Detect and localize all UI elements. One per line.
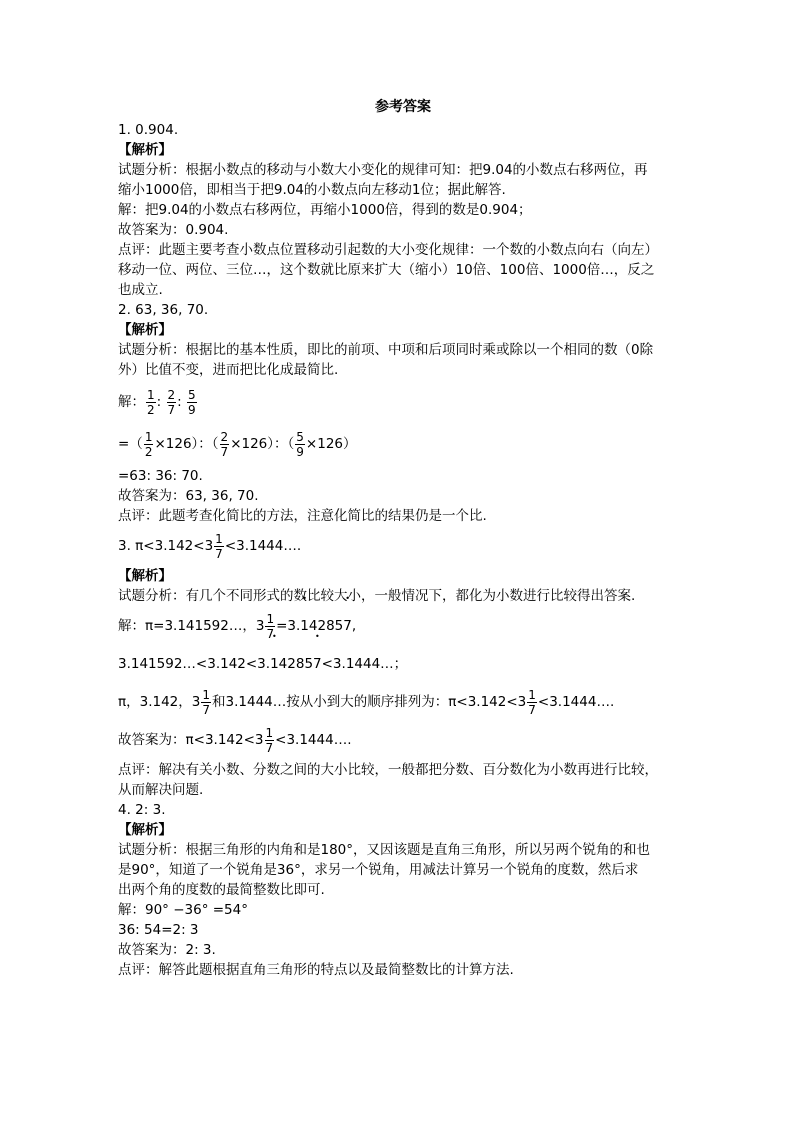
fraction: $\frac{1}{7}$ [528, 687, 536, 717]
q2-solution-line: 解： $\frac{1}{2}$ : $\frac{2}{7}$ : $\frac{5}{9}$ [118, 387, 196, 417]
fraction: $\frac{1}{7}$ [266, 611, 275, 641]
q2-answer: 2. 63, 36, 70. [118, 302, 209, 318]
q1-answer: 1. 0.904. [118, 122, 179, 138]
q3-solution-1: 解：π=3.141592…，3 $\frac{1}{7}$ =3.• 14285• 7, [118, 608, 688, 644]
repeating-dot: • 1 [270, 646, 279, 682]
q4-analysis-3: 出两个角的度数的最简整数比即可. [118, 882, 325, 898]
repeating-dot: • 1 [300, 608, 309, 644]
fraction: $\frac{1}{7}$ [215, 531, 223, 561]
fraction: $\frac{1}{7}$ [265, 725, 274, 755]
q4-jiexi: 【解析】 [118, 822, 172, 838]
repeating-dot: • 7 [343, 608, 352, 644]
fraction: $\frac{1}{2}$ [144, 429, 153, 459]
q3-jiexi: 【解析】 [118, 568, 172, 584]
q4-analysis-2: 是90°，知道了一个锐角是36°，求另一个锐角，用减法计算另一个锐角的度数，然后求 [118, 862, 639, 878]
q3-solution-2: 3.141592…<3.142<3.• 14285• 7<3.1444…； [118, 646, 688, 682]
q1-analysis-1: 试题分析：根据小数点的移动与小数大小变化的规律可知：把9.04的小数点右移两位，再 [118, 162, 648, 178]
q1-comment-1: 点评：此题主要考查小数点位置移动引起数的大小变化规律：一个数的小数点向右（向左） [118, 242, 658, 258]
q1-comment-2: 移动一位、两位、三位…，这个数就比原来扩大（缩小）10倍、100倍、1000倍…，反之 [118, 262, 655, 278]
q2-result: =63: 36: 70. [118, 468, 203, 484]
fraction: $\frac{5}{9}$ [188, 387, 196, 417]
q1-comment-3: 也成立. [118, 282, 163, 298]
q1-jiexi: 【解析】 [118, 142, 172, 158]
fraction: $\frac{2}{7}$ [167, 387, 176, 417]
answer-page [118, 96, 688, 980]
fraction: $\frac{1}{2}$ [147, 387, 155, 417]
q4-comment: 点评：解答此题根据直角三角形的特点以及最简整数比的计算方法. [118, 962, 514, 978]
q2-sol-prefix: 解： [118, 394, 145, 410]
page-title: 参考答案 [375, 99, 431, 115]
q4-final: 故答案为：2: 3. [118, 942, 216, 958]
q1-analysis-2: 缩小1000倍，即相当于把9.04的小数点向左移动1位；据此解答. [118, 182, 506, 198]
q1-solution: 解：把9.04的小数点右移两位，再缩小1000倍，得到的数是0.904； [118, 202, 532, 218]
q1-final: 故答案为：0.904. [118, 222, 229, 238]
q3-final: 故答案为：π<3.142<3 $\frac{1}{7}$ <3.1444…. [118, 725, 352, 755]
q2-jiexi: 【解析】 [118, 322, 172, 338]
q3-analysis: 试题分析：有几个不同形式的数比较大小，一般情况下，都化为小数进行比较得出答案. [118, 588, 636, 604]
fraction: $\frac{1}{7}$ [202, 687, 211, 717]
q3-comment-2: 从而解决问题. [118, 782, 204, 798]
q2-analysis-1: 试题分析：根据比的基本性质，即比的前项、中项和后项同时乘或除以一个相同的数（0除 [118, 342, 654, 358]
q3-answer: 3. π<3.142<3 $\frac{1}{7}$ <3.1444…. [118, 531, 302, 561]
q4-solution-2: 36: 54=2: 3 [118, 922, 199, 938]
q2-expansion-line: =（ $\frac{1}{2}$ ×126）：（ $\frac{2}{7}$ ×126）：（ $\frac{5}{9}$ ×126） [118, 429, 357, 459]
q3-comment-1: 点评：解决有关小数、分数之间的大小比较，一般都把分数、百分数化为小数再进行比较， [118, 762, 658, 778]
fraction: $\frac{5}{9}$ [296, 429, 304, 459]
q4-solution-1: 解：90° −36° =54° [118, 902, 248, 918]
fraction: $\frac{2}{7}$ [220, 429, 229, 459]
q3-order-line: π，3.142，3 $\frac{1}{7}$ 和3.1444…按从小到大的顺序排列为：π<3.142<3 $\frac{1}{7}$ <3.1444…. [118, 687, 615, 717]
q2-analysis-2: 外）比值不变，进而把比化成最简比. [118, 362, 339, 378]
q2-comment: 点评：此题考查化简比的方法，注意化简比的结果仍是一个比. [118, 508, 487, 524]
q4-answer: 4. 2: 3. [118, 802, 166, 818]
repeating-dot: • 7 [313, 646, 322, 682]
q2-final: 故答案为：63, 36, 70. [118, 488, 259, 504]
q4-analysis-1: 试题分析：根据三角形的内角和是180°，又因该题是直角三角形，所以另两个锐角的和也 [118, 842, 651, 858]
